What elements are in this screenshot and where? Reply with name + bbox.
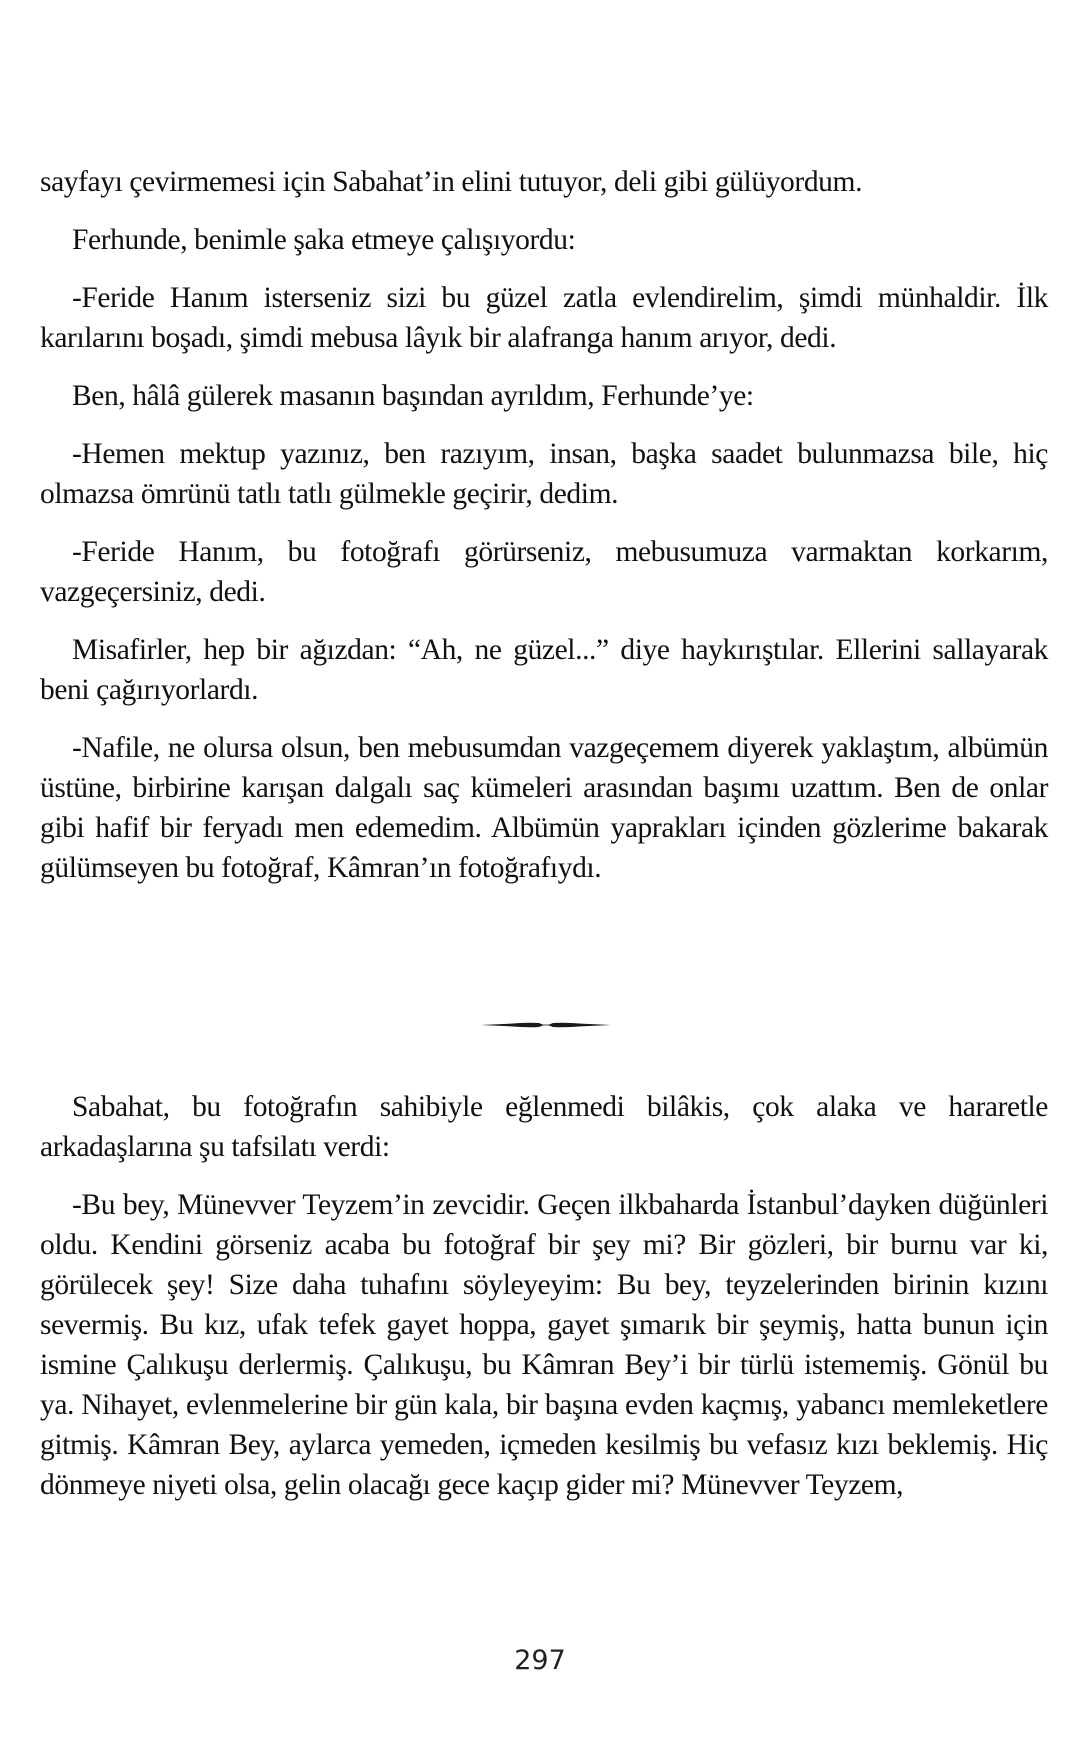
paragraph: Misafirler, hep bir ağızdan: “Ah, ne güzel...” diye haykırıştılar. Ellerini sallayarak beni çağırıyorlardı.: [40, 634, 1048, 706]
text-section-1: [40, 162, 1048, 906]
paragraph: Sabahat, bu fotoğrafın sahibiyle eğlenmedi bilâkis, çok alaka ve hararetle arkadaşlarına şu tafsilatı verdi:: [40, 1091, 1048, 1163]
text-section-2: [40, 1087, 1048, 1523]
paragraph: Ferhunde, benimle şaka etmeye çalışıyordu:: [72, 224, 576, 256]
paragraph: sayfayı çevirmemesi için Sabahat’in elini tutuyor, deli gibi gülüyordum.: [40, 166, 863, 198]
paragraph: -Feride Hanım, bu fotoğrafı görürseniz, mebusumuza varmaktan korkarım, vazgeçersiniz, dedi.: [40, 536, 1048, 608]
paragraph: Ben, hâlâ gülerek masanın başından ayrıldım, Ferhunde’ye:: [72, 380, 754, 412]
paragraph: -Bu bey, Münevver Teyzem’in zevcidir. Geçen ilkbaharda İstanbul’dayken düğünleri oldu. Kendini görseniz acaba bu fotoğraf bir şey mi? Bir gözleri, bir burnu var ki, görülecek şey! Size daha tuhafını söyleyeyim: Bu bey, teyzelerinden birinin kızını severmiş. Bu kız, ufak tefek gayet hoppa, gayet şımarık bir şeymiş, hatta bunun için ismine Çalıkuşu derlermiş. Çalıkuşu, bu Kâmran Bey’i bir türlü istememiş. Gönül bu ya. Nihayet, evlenmelerine bir gün kala, bir başına evden kaçmış, yabancı memleketlere gitmiş. Kâmran Bey, aylarca yemeden, içmeden kesilmiş bu vefasız kızı beklemiş. Hiç dönmeye niyeti olsa, gelin olacağı gece kaçıp gider mi? Münevver Teyzem,: [40, 1189, 1048, 1501]
paragraph: -Hemen mektup yazınız, ben razıyım, insan, başka saadet bulunmazsa bile, hiç olmazsa ömrünü tatlı tatlı gülmekle geçirir, dedim.: [40, 438, 1048, 510]
page-number: 297: [514, 1645, 566, 1676]
paragraph: -Feride Hanım isterseniz sizi bu güzel zatla evlendirelim, şimdi münhaldir. İlk karılarını boşadı, şimdi mebusa lâyık bir alafranga hanım arıyor, dedi.: [40, 282, 1048, 354]
paragraph: -Nafile, ne olursa olsun, ben mebusumdan vazgeçemem diyerek yaklaştım, albümün üstüne, birbirine karışan dalgalı saç kümeleri arasından başımı uzattım. Ben de onlar gibi hafif bir feryadı men edemedim. Albümün yaprakları içinden gözlerime bakarak gülümseyen bu fotoğraf, Kâmran’ın fotoğrafıydı.: [40, 732, 1048, 884]
ornamental-divider-icon: [481, 1017, 611, 1027]
